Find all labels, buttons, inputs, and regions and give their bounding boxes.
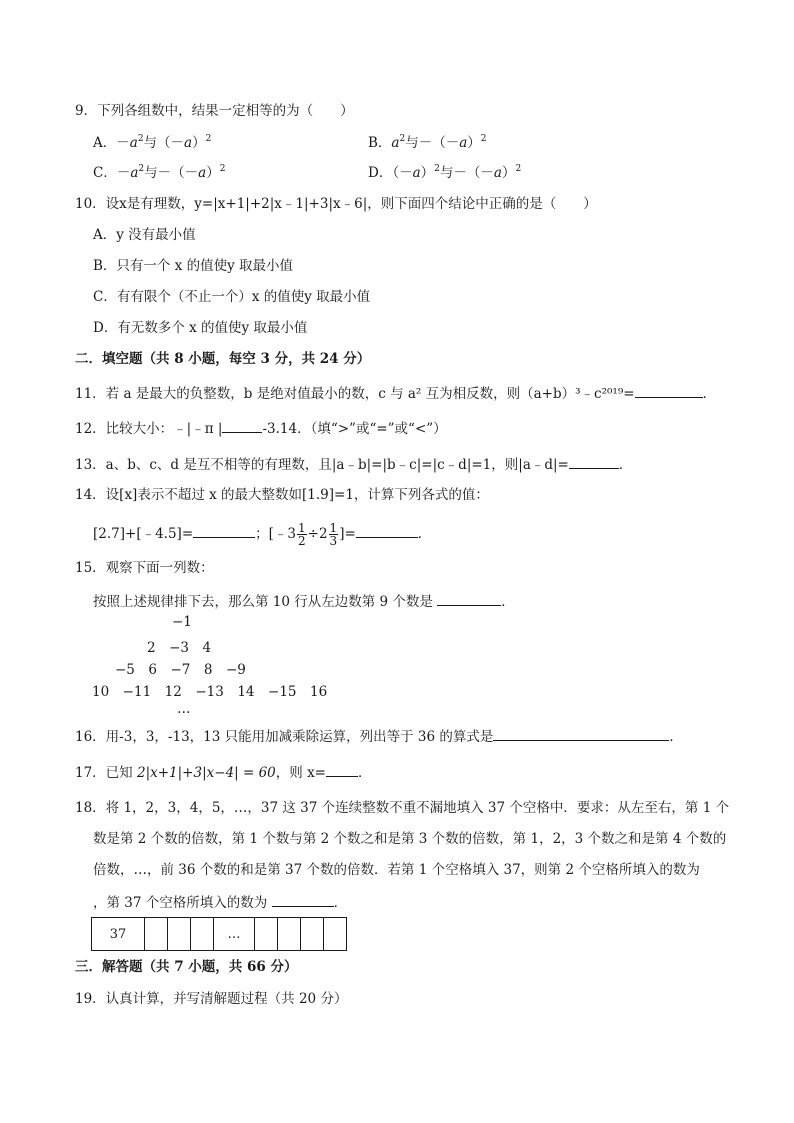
q14-div: ÷2 — [307, 526, 328, 542]
q15-row-1: −1 — [172, 614, 192, 630]
q18-line-3: 倍数，…，前 36 个数的和是第 37 个数的倍数．若第 1 个空格填入 37，则第 2 个空格所填入的数为 — [93, 862, 700, 878]
q18-cell-9[interactable] — [324, 918, 346, 950]
q18-cell-ellipsis: … — [214, 918, 255, 950]
q17: 17．已知 2|x+1|+3|x−4| = 60，则 x= ． — [75, 762, 372, 782]
q14-stem: 14．设[x]表示不超过 x 的最大整数如[1.9]=1，计算下列各式的值： — [75, 487, 489, 503]
q14-answer-blank-2[interactable] — [356, 523, 418, 538]
q19: 19．认真计算，并写清解题过程（共 20 分） — [75, 991, 348, 1007]
q18-cell-6[interactable] — [255, 918, 278, 950]
q16-answer-blank[interactable] — [493, 726, 669, 741]
q13-text: 13．a、b、c、d 是互不相等的有理数，且|a﹣b|=|b﹣c|=|c﹣d|=1，则|a﹣d|= — [75, 457, 569, 473]
q14-close: ]= — [339, 526, 356, 542]
q14-answer-blank-1[interactable] — [193, 523, 255, 538]
q18-cell-3[interactable] — [168, 918, 191, 950]
q15-ask: 按照上述规律排下去，那么第 10 行从左边数第 9 个数是 ． — [93, 591, 515, 611]
q15-answer-blank[interactable] — [437, 591, 501, 606]
q16: 16．用-3，3，-13，13 只能用加减乘除运算，列出等于 36 的算式是 ． — [75, 726, 683, 746]
q10-option-a: A．y 没有最小值 — [93, 227, 196, 243]
q17-answer-blank[interactable] — [326, 762, 358, 777]
q11-answer-blank[interactable] — [635, 383, 703, 398]
q9-option-d: D．$(-a)^2$与$-(-a)^2$ — [368, 164, 522, 181]
q18-line-1: 18．将 1，2，3，4，5，…，37 这 37 个连续整数不重不漏地填入 37 个空格中．要求：从左至右，第 1 个 — [75, 800, 730, 816]
q10-option-d: D．有无数多个 x 的值使y 取最小值 — [93, 320, 308, 336]
q14-fraction-1: $\frac{1}{2}$ — [298, 521, 306, 548]
q18-grid — [91, 917, 347, 951]
q18-answer-blank[interactable] — [272, 892, 334, 907]
q18-line-4: ，第 37 个空格所填入的数为 ． — [93, 892, 347, 912]
q17-suffix: ，则 x= — [275, 765, 326, 781]
q10-option-c: C．有有限个（不止一个）x 的值使y 取最小值 — [93, 289, 371, 305]
q15-ask-text: 按照上述规律排下去，那么第 10 行从左边数第 9 个数是 — [93, 594, 433, 610]
q12-prefix: 12．比较大小：﹣|﹣π | — [75, 421, 223, 437]
q14-sep: ；[﹣3 — [255, 526, 296, 542]
q9-option-c: C．$-a^2$与$-(-a)^2$ — [93, 164, 226, 181]
q18-cell-2[interactable] — [145, 918, 168, 950]
q18-cell-7[interactable] — [278, 918, 301, 950]
q10-option-b: B．只有一个 x 的值使y 取最小值 — [93, 258, 294, 274]
q12-answer-blank[interactable] — [222, 418, 262, 433]
section-fill-in: 二．填空题（共 8 小题，每空 3 分，共 24 分） — [75, 351, 371, 367]
q13: 13．a、b、c、d 是互不相等的有理数，且|a﹣b|=|b﹣c|=|c﹣d|=1，则|a﹣d|= ． — [75, 454, 632, 474]
section-solutions: 三．解答题（共 7 小题，共 66 分） — [75, 959, 298, 975]
q15-row-2: 2 −3 4 — [147, 640, 212, 656]
q9-option-a: A．$-a^2$与$(-a)^2$ — [93, 134, 212, 151]
q14-expr1: [2.7]+[﹣4.5]= — [93, 526, 194, 542]
q12-suffix: -3.14．（填“>”或“=”或“<”） — [262, 421, 447, 437]
q9-option-b: B．$a^2$与$-(-a)^2$ — [368, 134, 487, 151]
q18-cell-8[interactable] — [301, 918, 324, 950]
q18-cell-1[interactable]: 37 — [92, 918, 145, 950]
q11: 11．若 a 是最大的负整数，b 是绝对值最小的数，c 与 a² 互为相反数，则（a+b）³﹣c²⁰¹⁹= ． — [75, 383, 716, 403]
q18-line-2: 数是第 2 个数的倍数，第 1 个数与第 2 个数之和是第 3 个数的倍数，第 1，2，3 个数之和是第 4 个数的 — [93, 831, 727, 847]
q15-row-4: 10 −11 12 −13 14 −15 16 — [92, 684, 328, 700]
q17-equation: 2|x+1|+3|x−4| = 60 — [136, 765, 276, 781]
q18-cell-4[interactable] — [191, 918, 214, 950]
q9-stem: 9．下列各组数中，结果一定相等的为（ ） — [75, 103, 354, 119]
q12 — [75, 418, 447, 438]
q15-row-3: −5 6 −7 8 −9 — [115, 662, 246, 678]
q14-expressions: [2.7]+[﹣4.5]= ；[﹣3 $\frac{1}{2}$ ÷2 $\frac{1}{3}$ ]= ． — [93, 521, 432, 548]
q15-stem: 15．观察下面一列数： — [75, 560, 214, 576]
q17-prefix: 17．已知 — [75, 765, 133, 781]
q10-stem: 10．设x是有理数，y=|x+1|+2|x﹣1|+3|x﹣6|，则下面四个结论中正确的是（ ） — [75, 196, 597, 212]
q15-row-ellipsis: … — [177, 701, 191, 717]
q13-answer-blank[interactable] — [569, 454, 619, 469]
q11-text: 11．若 a 是最大的负整数，b 是绝对值最小的数，c 与 a² 互为相反数，则（a+b）³﹣c²⁰¹⁹= — [75, 386, 635, 402]
q14-fraction-2: $\frac{1}{3}$ — [329, 521, 338, 548]
q16-text: 16．用-3，3，-13，13 只能用加减乘除运算，列出等于 36 的算式是 — [75, 729, 494, 745]
q18-line-4-text: ，第 37 个空格所填入的数为 — [93, 895, 268, 911]
